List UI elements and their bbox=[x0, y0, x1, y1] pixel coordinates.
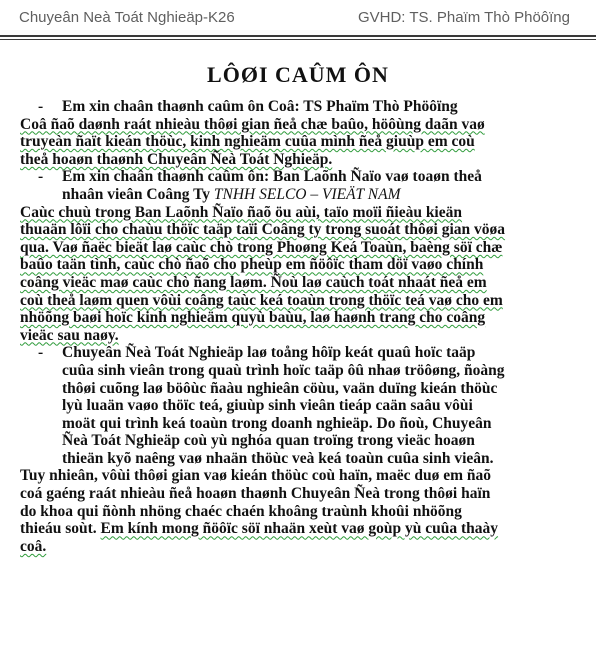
para3-text-5: moät qui trình keá toaùn trong doanh nghieäp. Do ñoù, Chuyeân bbox=[62, 414, 492, 432]
para2-text-1: Em xin chaân thaønh caûm ôn: Ban Laõnh Ñaïo vaø toaøn theå bbox=[62, 168, 482, 186]
header-advisor: GVHD: TS. Phaïm Thò Phöôïng bbox=[357, 9, 570, 26]
header-divider-thin bbox=[0, 39, 596, 40]
para2-line1 bbox=[20, 168, 580, 186]
document-body bbox=[20, 98, 580, 555]
para4-text-2: coá gaéng raát nhieàu ñeå hoaøn thaønh Chuyeân Ñeà trong thôøi haïn bbox=[20, 485, 491, 503]
company-name: TNHH SELCO – VIEÄT NAM bbox=[213, 185, 401, 203]
para2-text-6: baûo taän tình, caùc chò ñaõ cho pheùp em ñöôïc tham döï vaøo chính bbox=[20, 256, 484, 274]
para1-text-2: Coâ ñaõ daønh raát nhieàu thôøi gian ñeå chæ baûo, höôùng daãn vaø bbox=[20, 115, 485, 133]
para3-text-4: lyù luaän vaøo thöïc teá, giuùp sinh vieân tieáp caän saâu vôùi bbox=[62, 397, 473, 415]
header-course-title: Chuyeân Neà Toát Nghieäp-K26 bbox=[19, 9, 235, 26]
para2-text-9: nhöõng baøi hoïc kinh nghieäm quyù baùu, laø haønh trang cho coâng bbox=[20, 309, 486, 327]
para4-text-4a: thieáu soùt. bbox=[20, 520, 101, 538]
para3-line1 bbox=[20, 344, 580, 362]
para2-text-10: vieäc sau naøy. bbox=[20, 326, 119, 344]
para2-text-3: Caùc chuù trong Ban Laõnh Ñaïo ñaõ öu aùi, taïo moïi ñieàu kieän bbox=[20, 203, 462, 221]
para4-text-5: coâ. bbox=[20, 537, 47, 555]
para4-text-3: do khoa qui ñònh nhöng chaéc chaén khoâng traùnh khoûi nhöõng bbox=[20, 502, 462, 520]
para3-text-1: Chuyeân Ñeà Toát Nghieäp laø toång hôïp keát quaû hoïc taäp bbox=[62, 344, 476, 362]
para3-text-6: Ñeà Toát Nghieäp coù yù nghóa quan troïng trong vieäc hoaøn bbox=[62, 432, 475, 450]
para2-text-5: qua. Vaø ñaëc bieät laø caùc chò trong Phoøng Keá Toaùn, baèng söï chæ bbox=[20, 238, 503, 256]
page-title: LÔØI CAÛM ÔN bbox=[207, 62, 389, 87]
para3-text-3: thôøi cuõng laø böôùc ñaàu nghieân cöùu, vaän duïng kieán thöùc bbox=[62, 379, 498, 397]
bullet-dash: - bbox=[38, 98, 44, 115]
para4-text-1: Tuy nhieân, vôùi thôøi gian vaø kieán thöùc coù haïn, maëc duø em ñaõ bbox=[20, 467, 491, 485]
para2-text-7: coâng vieäc maø caùc chò ñang laøm. Ñoù laø caùch toát nhaát ñeå em bbox=[20, 273, 487, 291]
bullet-dash: - bbox=[38, 344, 44, 362]
para1-text-4: theå hoaøn thaønh Chuyeân Ñeà Toát Nghieäp. bbox=[20, 150, 333, 168]
header-divider bbox=[0, 35, 596, 37]
page-header bbox=[0, 0, 596, 34]
para1-text-1: Em xin chaân thaønh caûm ôn Coâ: TS Phaïm Thò Phöôïng bbox=[62, 98, 458, 115]
para3-text-7: thieän kyõ naêng vaø nhaän thöùc veà keá toaùn cuûa sinh vieân. bbox=[62, 449, 494, 467]
para2-text-8: coù theå laøm quen vôùi coâng taùc keá toaùn trong thöïc teá vaø cho em bbox=[20, 291, 503, 309]
bullet-dash: - bbox=[38, 168, 44, 186]
para4-text-4b: Em kính mong ñöôïc söï nhaän xeùt vaø goùp yù cuûa thaày bbox=[100, 520, 499, 538]
para2-text-2a: nhaân vieân Coâng Ty bbox=[62, 185, 214, 203]
para2-line2 bbox=[20, 186, 580, 204]
para2-text-4: thuaän lôïi cho chaùu thöïc taäp taïi Coâng ty trong suoát thôøi gian vöøa bbox=[20, 221, 506, 239]
para1-text-3: truyeàn ñaït kieán thöùc, kinh nghieäm cuûa mình ñeå giuùp em coù bbox=[20, 133, 475, 151]
para1-line1 bbox=[20, 98, 580, 116]
para3-text-2: cuûa sinh vieân trong quaù trình hoïc taäp ôû nhaø tröôøng, ñoàng bbox=[62, 361, 505, 379]
